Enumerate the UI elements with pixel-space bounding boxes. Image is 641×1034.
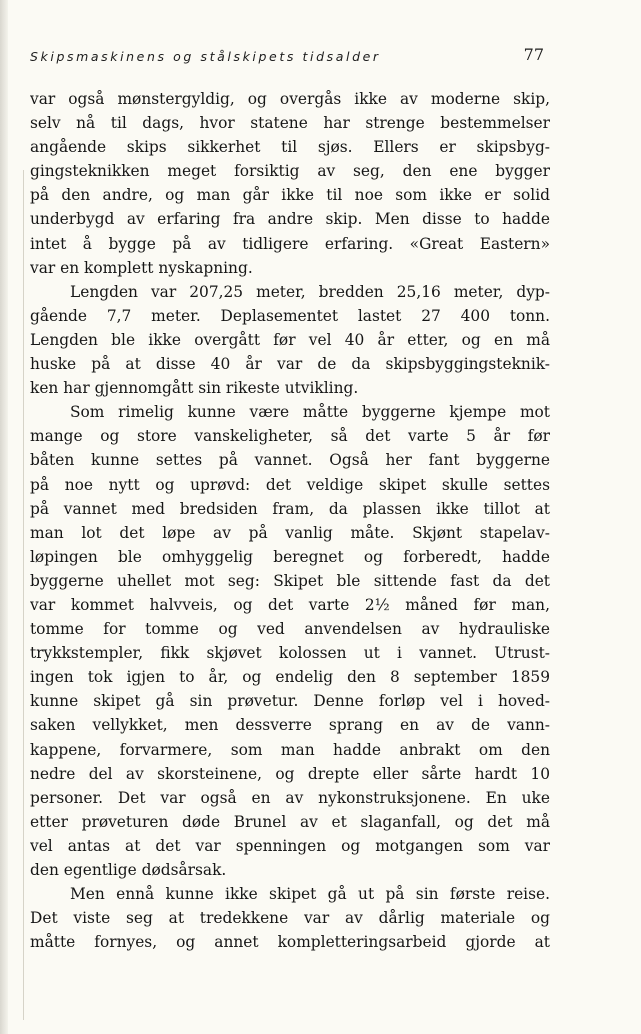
text-line: etter prøveturen døde Brunel av et slaganfall, og det må <box>30 812 550 831</box>
text-line: trykkstempler, fikk skjøvet kolossen ut i vannet. Utrust- <box>30 644 550 663</box>
text-line: ingen tok igjen to år, og endelig den 8 september 1859 <box>30 668 550 687</box>
text-line: mange og store vanskeligheter, så det varte 5 år før <box>30 427 550 446</box>
text-line: man lot det løpe av på vanlig måte. Skjønt stapelav- <box>30 523 550 542</box>
text-line: var kommet halvveis, og det varte 2½ måned før man, <box>30 595 550 614</box>
text-line: underbygd av erfaring fra andre skip. Men disse to hadde <box>30 210 550 229</box>
text-line: byggerne uhellet mot seg: Skipet ble sittende fast da det <box>30 571 550 590</box>
text-line: vel antas at det var spenningen og motgangen som var <box>30 836 550 855</box>
text-line: huske på at disse 40 år var de da skipsbyggingsteknik- <box>30 355 550 374</box>
running-head: Skipsmaskinens og stålskipets tidsalder <box>30 49 381 64</box>
text-line: gående 7,7 meter. Deplasementet lastet 27 400 tonn. <box>30 306 550 325</box>
text-line: på den andre, og man går ikke til noe som ikke er solid <box>30 186 550 205</box>
text-line: intet å bygge på av tidligere erfaring. «Great Eastern» <box>30 234 550 253</box>
text-line: på noe nytt og uprøvd: det veldige skipet skulle settes <box>30 475 550 494</box>
text-line: nedre del av skorsteinene, og drepte eller sårte hardt 10 <box>30 764 550 783</box>
text-line: var også mønstergyldig, og overgås ikke av moderne skip, <box>30 90 550 108</box>
text-line: Det viste seg at tredekkene var av dårlig materiale og <box>30 909 550 928</box>
paragraph-start-line: Men ennå kunne ikke skipet gå ut på sin første reise. <box>70 885 550 904</box>
text-line: kunne skipet gå sin prøvetur. Denne forløp vel i hoved- <box>30 692 550 711</box>
page-header <box>30 45 550 73</box>
text-line: gingsteknikken meget forsiktig av seg, den ene bygger <box>30 162 550 181</box>
text-line: ken har gjennomgått sin rikeste utvikling. <box>30 379 359 398</box>
page-number: 77 <box>523 45 544 64</box>
page-margin-line <box>23 170 24 1020</box>
text-line: tomme for tomme og ved anvendelsen av hydrauliske <box>30 620 550 639</box>
text-line: båten kunne settes på vannet. Også her fant byggerne <box>30 451 550 470</box>
text-line: løpingen ble omhyggelig beregnet og forberedt, hadde <box>30 547 550 566</box>
text-line: den egentlige dødsårsak. <box>30 861 227 879</box>
text-line: var en komplett nyskapning. <box>30 258 253 277</box>
text-line: selv nå til dags, hvor statene har strenge bestemmelser <box>30 114 550 133</box>
text-line: personer. Det var også en av nykonstruksjonene. En uke <box>30 788 550 807</box>
text-line: saken vellykket, men dessverre sprang en av de vann- <box>30 716 550 735</box>
body-text <box>30 87 550 954</box>
text-line: kappene, forvarmere, som man hadde anbrakt om den <box>30 740 550 759</box>
text-line: måtte fornyes, og annet kompletteringsarbeid gjorde at <box>30 933 550 952</box>
paragraph-start-line: Lengden var 207,25 meter, bredden 25,16 meter, dyp- <box>70 282 550 301</box>
text-line: Lengden ble ikke overgått før vel 40 år etter, og en må <box>30 330 550 349</box>
page-binding-edge <box>0 0 8 1034</box>
text-line: på vannet med bredsiden fram, da plassen ikke tillot at <box>30 499 550 518</box>
text-line: angående skips sikkerhet til sjøs. Ellers er skipsbyg- <box>30 138 550 157</box>
paragraph-start-line: Som rimelig kunne være måtte byggerne kjempe mot <box>70 403 550 422</box>
